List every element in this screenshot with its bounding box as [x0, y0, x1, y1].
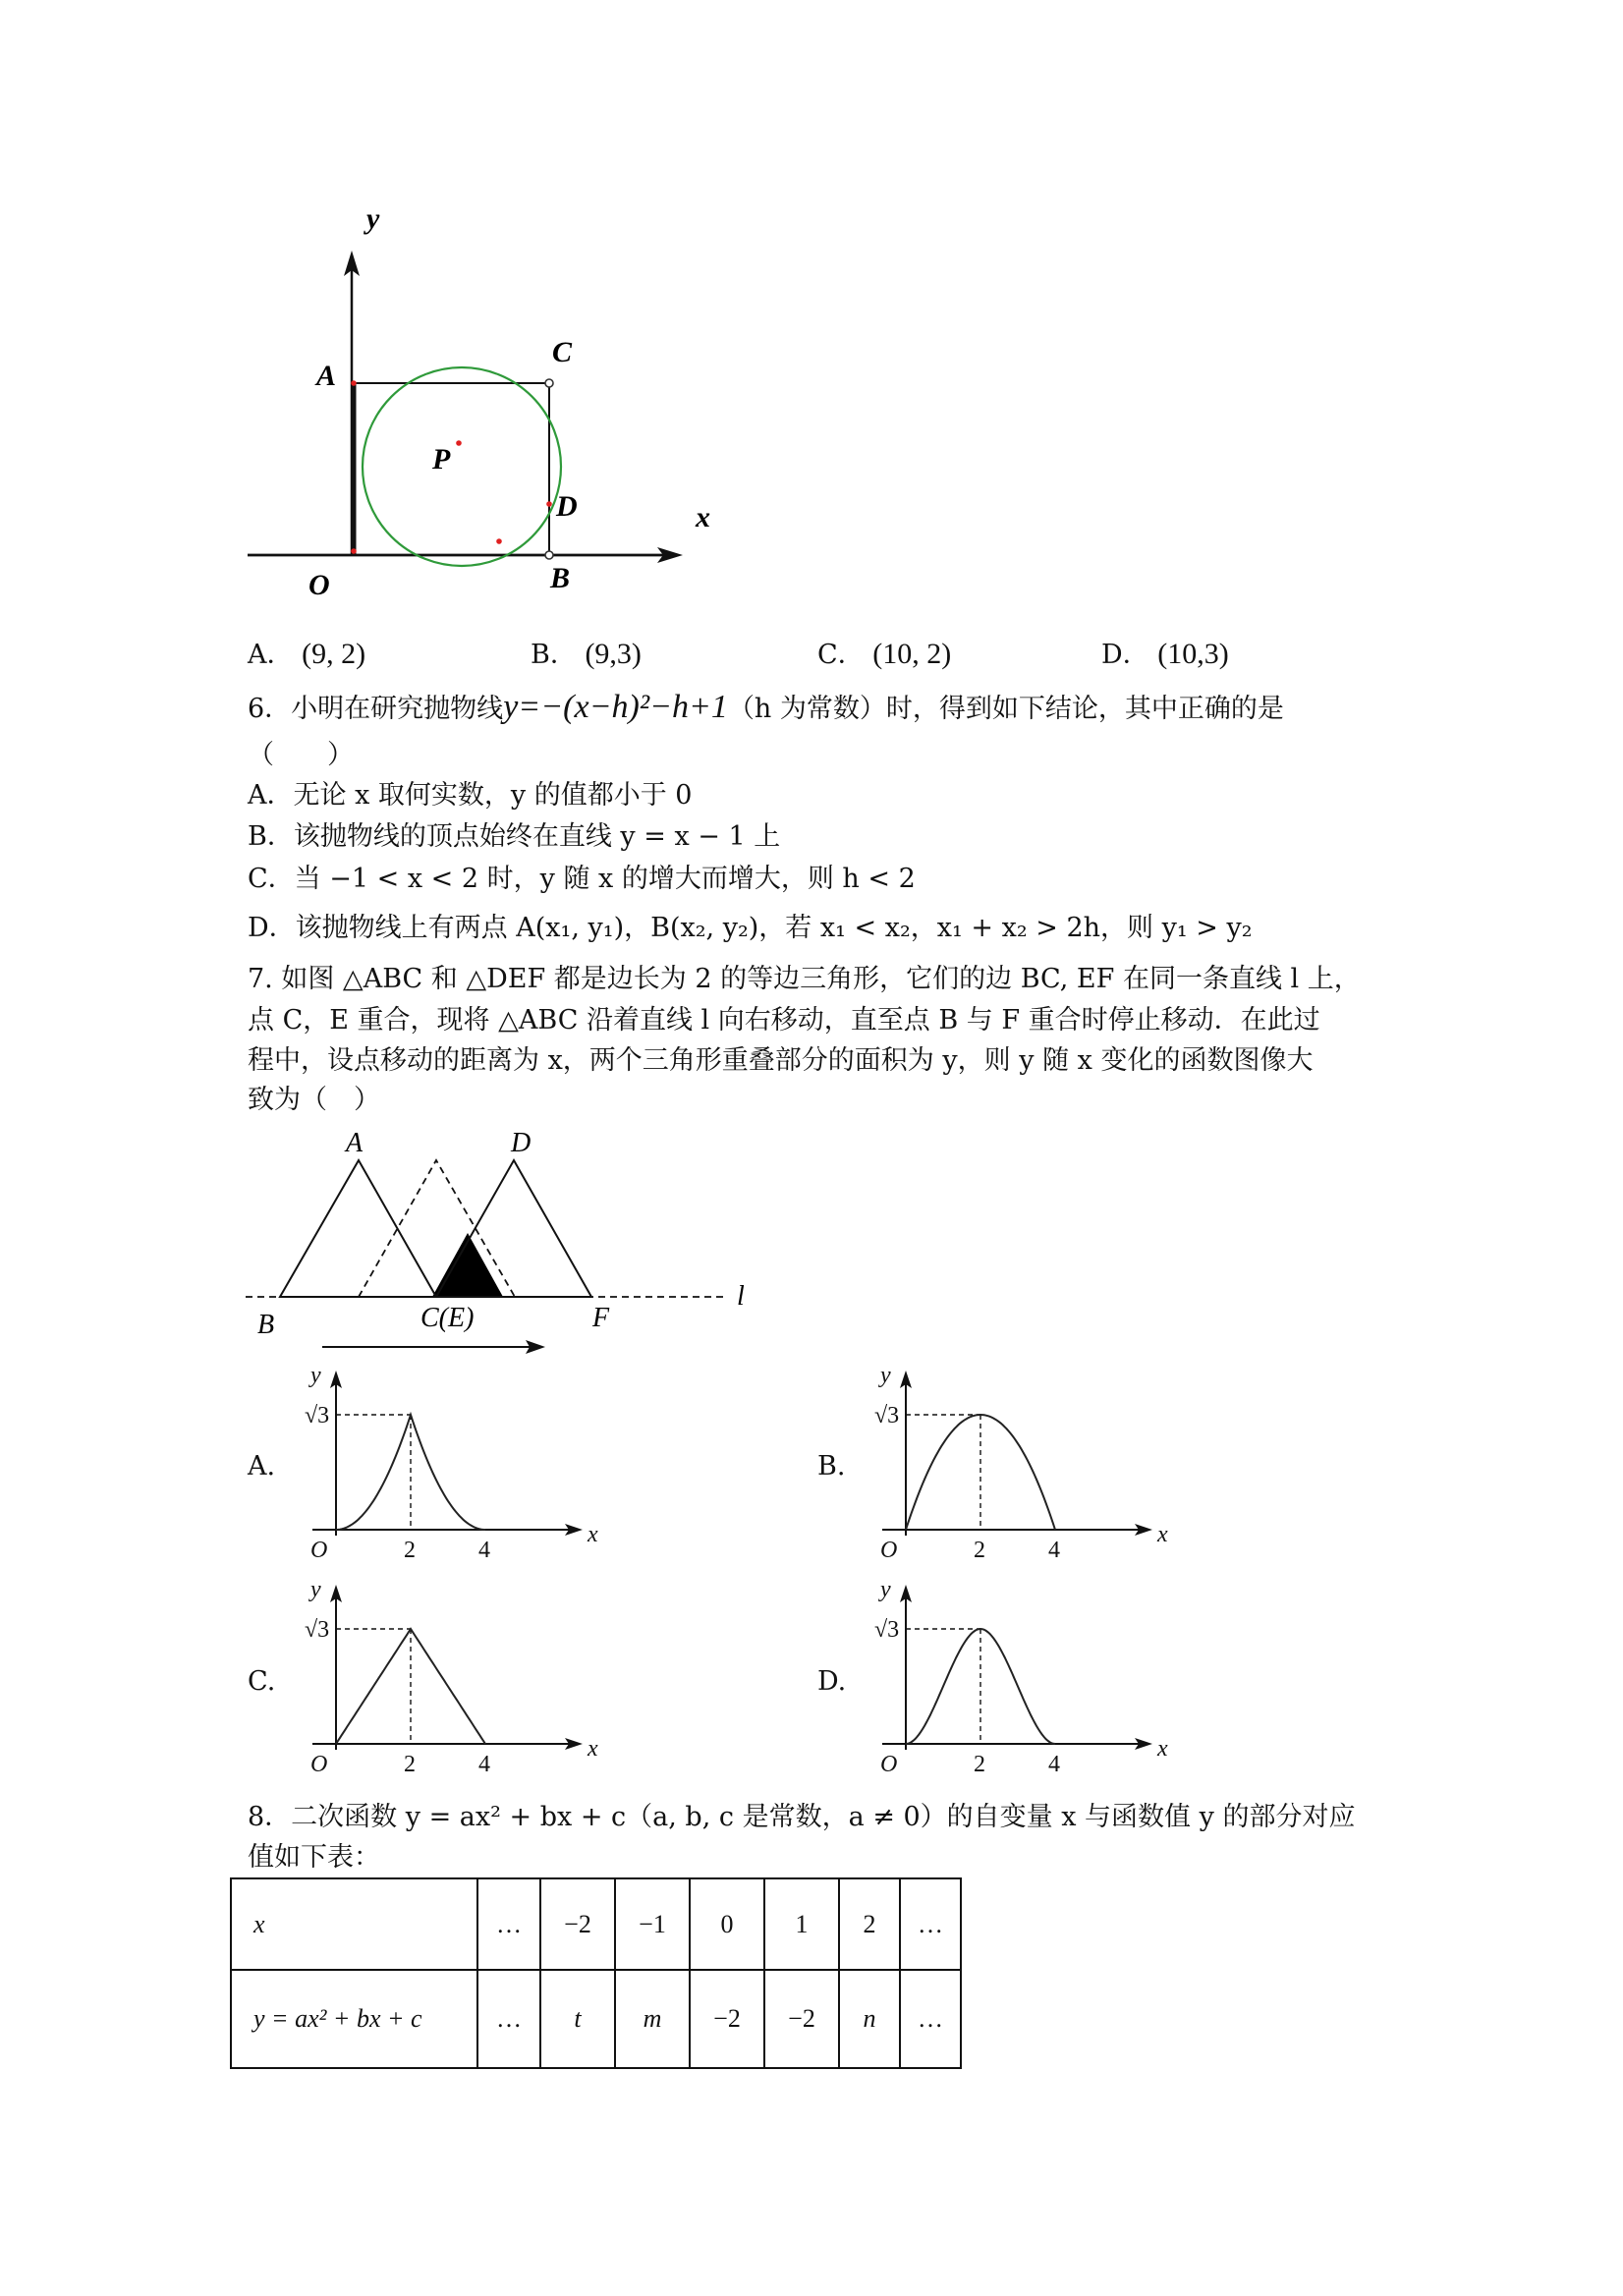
- origin-label: O: [880, 1538, 898, 1563]
- q6-stem: [248, 688, 1284, 729]
- table-cell: y = ax² + bx + c: [231, 1970, 477, 2068]
- table-cell: −2: [764, 1970, 839, 2068]
- circle-square-figure: [236, 201, 747, 609]
- q7-graph-a[interactable]: [305, 1361, 629, 1567]
- q7-line-4: 致为（ ）: [248, 1085, 380, 1115]
- fig7-label-b: B: [257, 1310, 275, 1340]
- fig5-point-d: D: [556, 490, 578, 523]
- q6-option-b[interactable]: [248, 817, 780, 857]
- table-cell: 1: [764, 1878, 839, 1970]
- fig5-point-o: O: [308, 569, 330, 601]
- q6-option-a[interactable]: [248, 776, 693, 815]
- peak-value-label: √3: [874, 1403, 900, 1428]
- q7-option-a-label[interactable]: A.: [248, 1451, 276, 1482]
- fig5-point-b: B: [550, 562, 571, 594]
- table-cell: …: [477, 1970, 540, 2068]
- table-cell: −2: [540, 1878, 615, 1970]
- table-cell: n: [839, 1970, 900, 2068]
- q8-line-1: 8．二次函数 y = ax² + bx + c（a, b, c 是常数，a ≠ 0）的自变量 x 与函数值 y 的部分对应: [248, 1802, 1356, 1832]
- fig7-label-f: F: [592, 1303, 610, 1333]
- q6-option-c[interactable]: [248, 860, 916, 899]
- fig7-label-d: D: [511, 1128, 532, 1158]
- table-cell: x: [231, 1878, 477, 1970]
- fig5-point-a: A: [316, 360, 337, 392]
- fig7-label-a: A: [346, 1128, 364, 1158]
- q6-suffix: （h 为常数）时，得到如下结论，其中正确的是: [727, 694, 1284, 724]
- table-cell: −1: [615, 1878, 690, 1970]
- x-axis-label: x: [588, 1736, 598, 1762]
- fig5-y-label: y: [366, 202, 380, 235]
- peak-value-label: √3: [874, 1617, 900, 1643]
- q6-prefix: 6．小明在研究抛物线: [248, 694, 504, 724]
- q7-graph-c[interactable]: [305, 1575, 629, 1781]
- option-text: 该抛物线的顶点始终在直线 y = x − 1 上: [293, 821, 781, 852]
- table-cell: …: [900, 1970, 961, 2068]
- y-axis-label: y: [310, 1363, 321, 1388]
- origin-label: O: [310, 1538, 328, 1563]
- q7-line-2: 点 C，E 重合，现将 △ABC 沿着直线 l 向右移动，直至点 B 与 F 重合时停止移动．在此过: [248, 1005, 1320, 1036]
- tick-label-2: 2: [974, 1538, 985, 1563]
- q6-formula: y=−(x−h)²−h+1: [503, 689, 728, 725]
- q7-option-b-label[interactable]: B.: [817, 1451, 846, 1482]
- option-value: (9,3): [585, 638, 642, 670]
- table-cell: t: [540, 1970, 615, 2068]
- table-row-x: [231, 1878, 961, 1970]
- q6-option-d[interactable]: [248, 909, 1253, 948]
- fig5-point-p: P: [432, 443, 451, 476]
- q7-option-c-label[interactable]: C.: [248, 1666, 276, 1697]
- option-label: C．: [817, 640, 865, 670]
- table-cell: …: [477, 1878, 540, 1970]
- q7-line-1: 7. 如图 △ABC 和 △DEF 都是边长为 2 的等边三角形，它们的边 BC, EF 在同一条直线 l 上，: [248, 964, 1361, 994]
- origin-label: O: [880, 1752, 898, 1777]
- y-axis-label: y: [880, 1577, 891, 1602]
- q5-option-a[interactable]: [248, 635, 365, 675]
- option-label: D．: [1101, 640, 1149, 670]
- option-value: (9, 2): [302, 638, 366, 670]
- table-cell: 0: [690, 1878, 764, 1970]
- option-label: A．: [248, 640, 294, 670]
- q7-line-3: 程中，设点移动的距离为 x，两个三角形重叠部分的面积为 y，则 y 随 x 变化的函数图像大: [248, 1045, 1314, 1076]
- fig5-point-c: C: [552, 336, 573, 368]
- q7-graph-d[interactable]: [874, 1575, 1199, 1781]
- tick-label-4: 4: [1048, 1752, 1060, 1777]
- option-value: (10, 2): [872, 638, 952, 670]
- option-label: B．: [248, 821, 294, 852]
- option-text: 无论 x 取何实数，y 的值都小于 0: [293, 780, 693, 811]
- q5-option-c[interactable]: [817, 635, 951, 675]
- value-table: [230, 1877, 962, 2069]
- q7-option-d-label[interactable]: D.: [817, 1666, 847, 1697]
- tick-label-2: 2: [404, 1752, 416, 1777]
- option-label: B．: [531, 640, 577, 670]
- option-text: 该抛物线上有两点 A(x₁, y₁)，B(x₂, y₂)，若 x₁ < x₂，x₁ + x₂ > 2h，则 y₁ > y₂: [295, 913, 1253, 943]
- x-axis-label: x: [1157, 1736, 1168, 1762]
- peak-value-label: √3: [305, 1617, 330, 1643]
- y-axis-label: y: [310, 1577, 321, 1602]
- tick-label-2: 2: [974, 1752, 985, 1777]
- option-label: A．: [248, 780, 294, 811]
- table-cell: −2: [690, 1970, 764, 2068]
- fig5-x-label: x: [696, 501, 710, 533]
- option-label: D．: [248, 913, 296, 943]
- triangles-figure: [236, 1125, 766, 1361]
- q7-graph-b[interactable]: [874, 1361, 1199, 1567]
- q6-answer-blank: （ ）: [248, 740, 354, 770]
- tick-label-4: 4: [478, 1752, 490, 1777]
- table-cell: …: [900, 1878, 961, 1970]
- origin-label: O: [310, 1752, 328, 1777]
- peak-value-label: √3: [305, 1403, 330, 1428]
- table-cell: m: [615, 1970, 690, 2068]
- fig7-label-ce: C(E): [420, 1303, 475, 1333]
- tick-label-2: 2: [404, 1538, 416, 1563]
- x-axis-label: x: [588, 1522, 598, 1547]
- option-label: C．: [248, 864, 295, 894]
- tick-label-4: 4: [1048, 1538, 1060, 1563]
- option-value: (10,3): [1157, 638, 1229, 670]
- y-axis-label: y: [880, 1363, 891, 1388]
- table-row-y: [231, 1970, 961, 2068]
- q5-option-d[interactable]: [1101, 635, 1229, 675]
- table-cell: 2: [839, 1878, 900, 1970]
- tick-label-4: 4: [478, 1538, 490, 1563]
- q5-option-b[interactable]: [531, 635, 642, 675]
- x-axis-label: x: [1157, 1522, 1168, 1547]
- fig7-label-l: l: [737, 1281, 745, 1312]
- q8-line-2: 值如下表：: [248, 1842, 380, 1873]
- option-text: 当 −1 < x < 2 时，y 随 x 的增大而增大，则 h < 2: [294, 864, 916, 894]
